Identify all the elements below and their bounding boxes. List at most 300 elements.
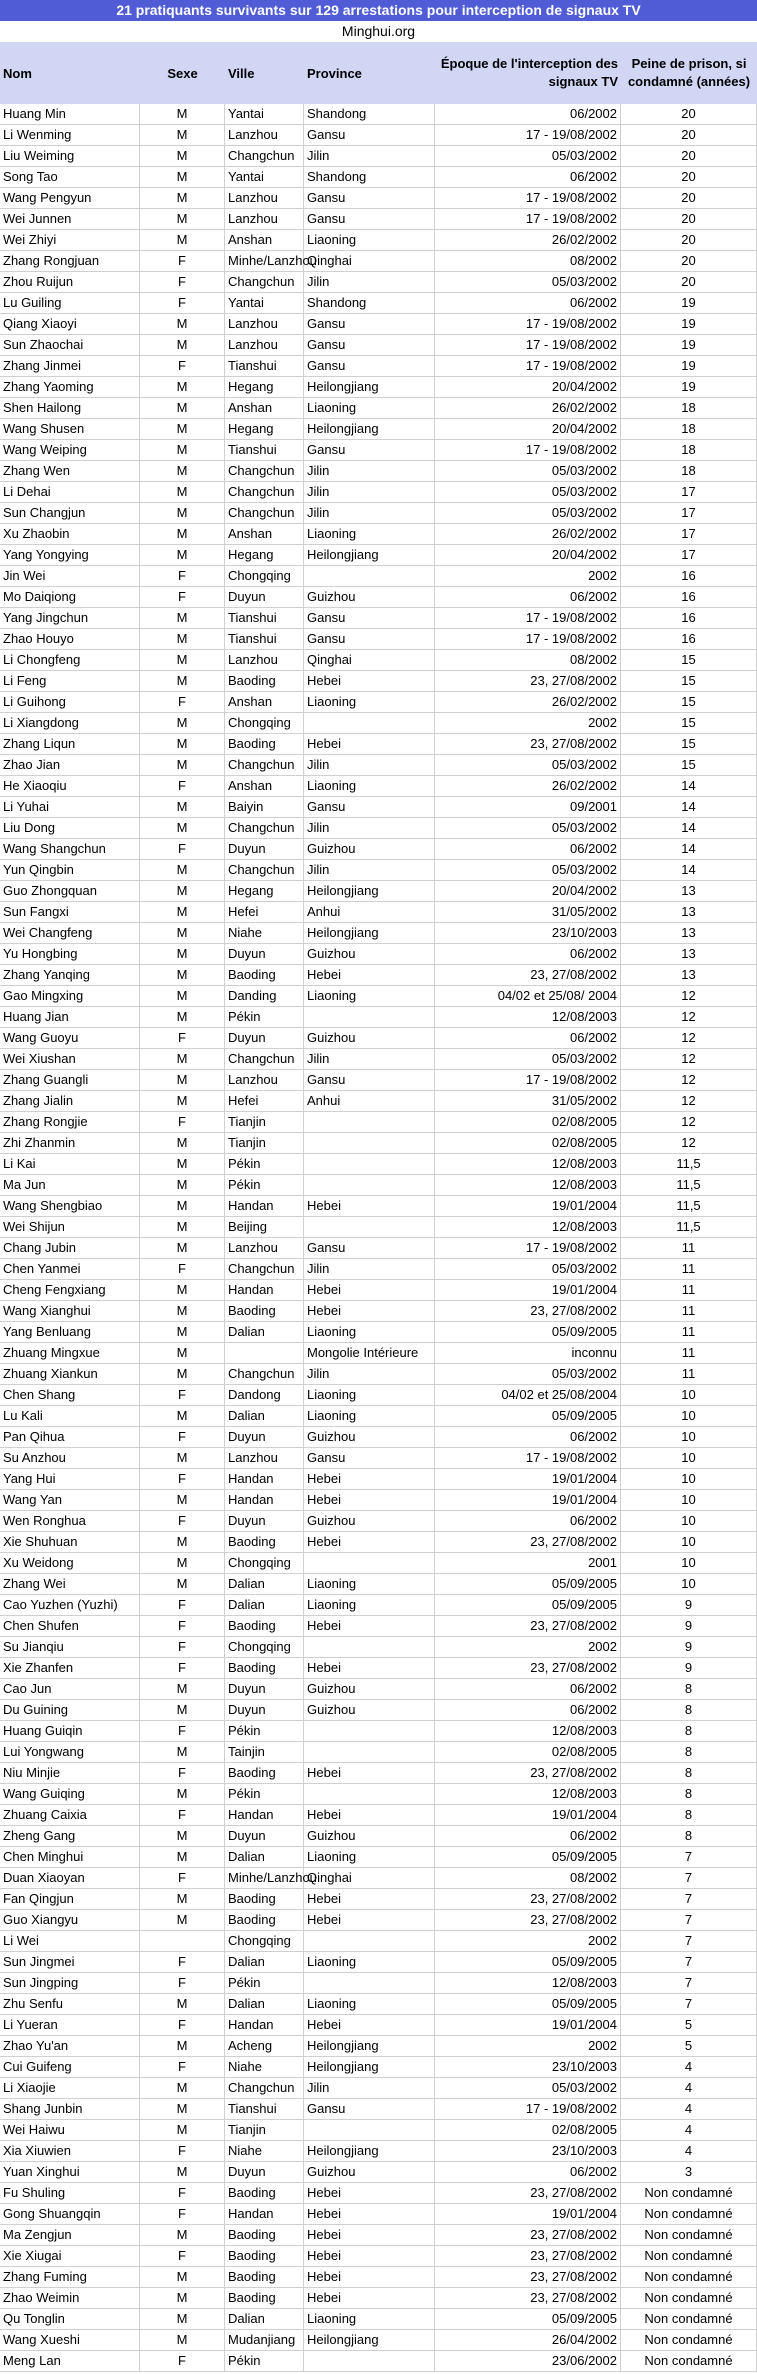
cell-prison: 12 bbox=[621, 1112, 757, 1133]
cell-prison: 11 bbox=[621, 1238, 757, 1259]
cell-sex: M bbox=[140, 1238, 225, 1259]
cell-prison: 11 bbox=[621, 1301, 757, 1322]
cell-city: Lanzhou bbox=[225, 1238, 304, 1259]
cell-city: Danding bbox=[225, 986, 304, 1007]
cell-name: Fan Qingjun bbox=[0, 1889, 140, 1910]
cell-province: Gansu bbox=[304, 335, 435, 356]
cell-sex: M bbox=[140, 1175, 225, 1196]
cell-city: Lanzhou bbox=[225, 125, 304, 146]
table-row bbox=[0, 2099, 757, 2120]
cell-prison: 8 bbox=[621, 1826, 757, 1847]
cell-province: Guizhou bbox=[304, 1679, 435, 1700]
cell-city: Changchun bbox=[225, 503, 304, 524]
cell-province: Heilongjiang bbox=[304, 2057, 435, 2078]
cell-prison: 10 bbox=[621, 1553, 757, 1574]
cell-prison: 20 bbox=[621, 188, 757, 209]
cell-name: Chen Shang bbox=[0, 1385, 140, 1406]
cell-name: Lu Kali bbox=[0, 1406, 140, 1427]
cell-name: Wang Pengyun bbox=[0, 188, 140, 209]
cell-prison: 20 bbox=[621, 209, 757, 230]
cell-prison: 18 bbox=[621, 419, 757, 440]
table-row bbox=[0, 1490, 757, 1511]
cell-period: 17 - 19/08/2002 bbox=[435, 1448, 621, 1469]
cell-prison: Non condamné bbox=[621, 2351, 757, 2372]
cell-province: Guizhou bbox=[304, 944, 435, 965]
cell-sex: F bbox=[140, 1658, 225, 1679]
cell-prison: 12 bbox=[621, 1070, 757, 1091]
cell-period: 05/03/2002 bbox=[435, 146, 621, 167]
cell-city: Baoding bbox=[225, 2225, 304, 2246]
cell-province: Jilin bbox=[304, 482, 435, 503]
cell-name: Li Yueran bbox=[0, 2015, 140, 2036]
cell-province: Hebei bbox=[304, 2267, 435, 2288]
cell-sex: M bbox=[140, 335, 225, 356]
cell-name: Li Dehai bbox=[0, 482, 140, 503]
table-row bbox=[0, 188, 757, 209]
cell-name: Zhu Senfu bbox=[0, 1994, 140, 2015]
cell-period: 12/08/2003 bbox=[435, 1175, 621, 1196]
cell-province: Hebei bbox=[304, 2288, 435, 2309]
cell-province: Heilongjiang bbox=[304, 2330, 435, 2351]
table-row bbox=[0, 2141, 757, 2162]
cell-city: Pékin bbox=[225, 2351, 304, 2372]
cell-city: Yantai bbox=[225, 293, 304, 314]
cell-prison: 10 bbox=[621, 1385, 757, 1406]
cell-province bbox=[304, 2120, 435, 2141]
cell-period: 12/08/2003 bbox=[435, 1154, 621, 1175]
cell-prison: Non condamné bbox=[621, 2246, 757, 2267]
cell-period: 17 - 19/08/2002 bbox=[435, 125, 621, 146]
cell-name: Zhi Zhanmin bbox=[0, 1133, 140, 1154]
cell-name: Zhuang Caixia bbox=[0, 1805, 140, 1826]
cell-city: Handan bbox=[225, 1469, 304, 1490]
table-row bbox=[0, 2267, 757, 2288]
cell-sex: M bbox=[140, 797, 225, 818]
cell-period: 17 - 19/08/2002 bbox=[435, 356, 621, 377]
cell-prison: Non condamné bbox=[621, 2225, 757, 2246]
cell-name: Huang Jian bbox=[0, 1007, 140, 1028]
table-row bbox=[0, 797, 757, 818]
cell-period: 23, 27/08/2002 bbox=[435, 1658, 621, 1679]
table-row bbox=[0, 1994, 757, 2015]
cell-name: Cui Guifeng bbox=[0, 2057, 140, 2078]
cell-prison: 11,5 bbox=[621, 1175, 757, 1196]
cell-sex: M bbox=[140, 671, 225, 692]
table-row bbox=[0, 881, 757, 902]
cell-prison: Non condamné bbox=[621, 2288, 757, 2309]
cell-name: Niu Minjie bbox=[0, 1763, 140, 1784]
cell-province: Heilongjiang bbox=[304, 377, 435, 398]
cell-sex: F bbox=[140, 1595, 225, 1616]
cell-prison: 20 bbox=[621, 167, 757, 188]
cell-period: 02/08/2005 bbox=[435, 1742, 621, 1763]
cell-city: Yantai bbox=[225, 104, 304, 125]
cell-prison: 15 bbox=[621, 692, 757, 713]
cell-province: Jilin bbox=[304, 272, 435, 293]
cell-sex: M bbox=[140, 1154, 225, 1175]
table-row bbox=[0, 272, 757, 293]
cell-city: Lanzhou bbox=[225, 1070, 304, 1091]
cell-province bbox=[304, 1175, 435, 1196]
cell-period: 17 - 19/08/2002 bbox=[435, 629, 621, 650]
cell-prison: Non condamné bbox=[621, 2309, 757, 2330]
cell-prison: 12 bbox=[621, 1007, 757, 1028]
header-name: Nom bbox=[3, 65, 32, 81]
cell-province: Hebei bbox=[304, 965, 435, 986]
table-row bbox=[0, 1742, 757, 1763]
cell-city: Dalian bbox=[225, 1952, 304, 1973]
cell-prison: Non condamné bbox=[621, 2330, 757, 2351]
cell-name: Li Yuhai bbox=[0, 797, 140, 818]
cell-period: 20/04/2002 bbox=[435, 881, 621, 902]
cell-name: Wang Yan bbox=[0, 1490, 140, 1511]
cell-prison: 11 bbox=[621, 1364, 757, 1385]
cell-period: 02/08/2005 bbox=[435, 2120, 621, 2141]
cell-name: Wei Shijun bbox=[0, 1217, 140, 1238]
cell-sex: M bbox=[140, 2036, 225, 2057]
table-row bbox=[0, 1469, 757, 1490]
cell-city: Hegang bbox=[225, 419, 304, 440]
cell-name: Chen Minghui bbox=[0, 1847, 140, 1868]
cell-prison: 20 bbox=[621, 251, 757, 272]
cell-province: Gansu bbox=[304, 797, 435, 818]
cell-prison: 13 bbox=[621, 923, 757, 944]
cell-sex: F bbox=[140, 2015, 225, 2036]
table-row bbox=[0, 2078, 757, 2099]
table-row bbox=[0, 104, 757, 125]
cell-period: 06/2002 bbox=[435, 1427, 621, 1448]
cell-period: 05/09/2005 bbox=[435, 1595, 621, 1616]
cell-period: 2002 bbox=[435, 1931, 621, 1952]
cell-sex: M bbox=[140, 1448, 225, 1469]
cell-prison: 10 bbox=[621, 1448, 757, 1469]
cell-prison: 4 bbox=[621, 2120, 757, 2141]
cell-city: Lanzhou bbox=[225, 1448, 304, 1469]
cell-name: He Xiaoqiu bbox=[0, 776, 140, 797]
cell-city: Minhe/Lanzhou bbox=[225, 251, 304, 272]
cell-province: Hebei bbox=[304, 671, 435, 692]
table-row bbox=[0, 671, 757, 692]
table-row bbox=[0, 356, 757, 377]
table-row bbox=[0, 1448, 757, 1469]
cell-period: 06/2002 bbox=[435, 944, 621, 965]
cell-sex: F bbox=[140, 2057, 225, 2078]
cell-province: Guizhou bbox=[304, 1826, 435, 1847]
cell-period: 2002 bbox=[435, 713, 621, 734]
cell-name: Qu Tonglin bbox=[0, 2309, 140, 2330]
cell-name: Huang Min bbox=[0, 104, 140, 125]
cell-period: 08/2002 bbox=[435, 1868, 621, 1889]
cell-name: Xie Shuhuan bbox=[0, 1532, 140, 1553]
cell-name: Xu Weidong bbox=[0, 1553, 140, 1574]
cell-sex: M bbox=[140, 1280, 225, 1301]
cell-city: Pékin bbox=[225, 1721, 304, 1742]
cell-prison: 18 bbox=[621, 398, 757, 419]
cell-name: Qiang Xiaoyi bbox=[0, 314, 140, 335]
cell-sex: M bbox=[140, 2120, 225, 2141]
cell-city: Beijing bbox=[225, 1217, 304, 1238]
cell-sex: M bbox=[140, 503, 225, 524]
cell-province: Hebei bbox=[304, 1658, 435, 1679]
table-row bbox=[0, 1658, 757, 1679]
table-row bbox=[0, 1070, 757, 1091]
cell-city: Baoding bbox=[225, 2288, 304, 2309]
table-row bbox=[0, 1910, 757, 1931]
cell-name: Cao Jun bbox=[0, 1679, 140, 1700]
cell-sex: M bbox=[140, 461, 225, 482]
cell-city: Changchun bbox=[225, 1364, 304, 1385]
cell-prison: 15 bbox=[621, 713, 757, 734]
cell-city: Chongqing bbox=[225, 566, 304, 587]
cell-period: 19/01/2004 bbox=[435, 1196, 621, 1217]
cell-prison: 17 bbox=[621, 482, 757, 503]
cell-city: Anshan bbox=[225, 692, 304, 713]
table-row bbox=[0, 251, 757, 272]
cell-prison: 10 bbox=[621, 1490, 757, 1511]
cell-sex: M bbox=[140, 524, 225, 545]
cell-period: 06/2002 bbox=[435, 1679, 621, 1700]
table-row bbox=[0, 1826, 757, 1847]
cell-province: Guizhou bbox=[304, 587, 435, 608]
cell-name: Zhuang Mingxue bbox=[0, 1343, 140, 1364]
cell-prison: 11 bbox=[621, 1322, 757, 1343]
cell-prison: 19 bbox=[621, 356, 757, 377]
cell-province bbox=[304, 1742, 435, 1763]
cell-name: Sun Fangxi bbox=[0, 902, 140, 923]
cell-city: Baoding bbox=[225, 2246, 304, 2267]
cell-name: Sun Jingmei bbox=[0, 1952, 140, 1973]
cell-period: 23, 27/08/2002 bbox=[435, 2183, 621, 2204]
cell-prison: 11,5 bbox=[621, 1217, 757, 1238]
cell-city: Lanzhou bbox=[225, 650, 304, 671]
cell-sex: F bbox=[140, 1616, 225, 1637]
table-row bbox=[0, 2057, 757, 2078]
cell-sex: F bbox=[140, 1973, 225, 1994]
cell-province: Jilin bbox=[304, 1364, 435, 1385]
cell-city: Chongqing bbox=[225, 1553, 304, 1574]
table-row bbox=[0, 1574, 757, 1595]
cell-province: Hebei bbox=[304, 2246, 435, 2267]
table-row bbox=[0, 1007, 757, 1028]
cell-name: Wei Haiwu bbox=[0, 2120, 140, 2141]
cell-period: 04/02 et 25/08/ 2004 bbox=[435, 986, 621, 1007]
cell-prison: 14 bbox=[621, 860, 757, 881]
cell-prison: 14 bbox=[621, 818, 757, 839]
cell-city: Changchun bbox=[225, 461, 304, 482]
cell-period: 23/06/2002 bbox=[435, 2351, 621, 2372]
table-row bbox=[0, 755, 757, 776]
cell-province: Qinghai bbox=[304, 251, 435, 272]
cell-sex: M bbox=[140, 1070, 225, 1091]
cell-province: Liaoning bbox=[304, 2309, 435, 2330]
table-row bbox=[0, 965, 757, 986]
table-row bbox=[0, 1196, 757, 1217]
cell-city: Dalian bbox=[225, 1847, 304, 1868]
cell-prison: 20 bbox=[621, 125, 757, 146]
cell-province: Liaoning bbox=[304, 1322, 435, 1343]
cell-city: Baoding bbox=[225, 1532, 304, 1553]
cell-period: 20/04/2002 bbox=[435, 377, 621, 398]
cell-city: Changchun bbox=[225, 818, 304, 839]
cell-period: 12/08/2003 bbox=[435, 1973, 621, 1994]
cell-city: Anshan bbox=[225, 398, 304, 419]
cell-city: Yantai bbox=[225, 167, 304, 188]
cell-prison: 8 bbox=[621, 1742, 757, 1763]
table-row bbox=[0, 146, 757, 167]
table-row bbox=[0, 1973, 757, 1994]
cell-prison: 17 bbox=[621, 503, 757, 524]
cell-province: Heilongjiang bbox=[304, 419, 435, 440]
cell-period: inconnu bbox=[435, 1343, 621, 1364]
cell-city: Changchun bbox=[225, 2078, 304, 2099]
cell-sex: M bbox=[140, 1910, 225, 1931]
cell-name: Li Wenming bbox=[0, 125, 140, 146]
cell-name: Song Tao bbox=[0, 167, 140, 188]
cell-city: Baoding bbox=[225, 1616, 304, 1637]
cell-province: Hebei bbox=[304, 1196, 435, 1217]
table-row bbox=[0, 2183, 757, 2204]
cell-city: Tianjin bbox=[225, 1133, 304, 1154]
cell-province: Liaoning bbox=[304, 398, 435, 419]
cell-name: Zheng Gang bbox=[0, 1826, 140, 1847]
cell-sex: F bbox=[140, 2204, 225, 2225]
cell-prison: 8 bbox=[621, 1784, 757, 1805]
cell-city: Baiyin bbox=[225, 797, 304, 818]
cell-name: Zhang Wei bbox=[0, 1574, 140, 1595]
cell-sex: M bbox=[140, 986, 225, 1007]
cell-period: 17 - 19/08/2002 bbox=[435, 335, 621, 356]
cell-period: 05/09/2005 bbox=[435, 1952, 621, 1973]
cell-period: 17 - 19/08/2002 bbox=[435, 1238, 621, 1259]
cell-name: Zhao Yu'an bbox=[0, 2036, 140, 2057]
cell-period: 26/02/2002 bbox=[435, 776, 621, 797]
cell-city: Hegang bbox=[225, 545, 304, 566]
cell-name: Su Anzhou bbox=[0, 1448, 140, 1469]
cell-sex: F bbox=[140, 2141, 225, 2162]
cell-province: Guizhou bbox=[304, 1511, 435, 1532]
table-row bbox=[0, 2309, 757, 2330]
cell-name: Wei Changfeng bbox=[0, 923, 140, 944]
cell-name: Huang Guiqin bbox=[0, 1721, 140, 1742]
cell-city: Duyun bbox=[225, 1511, 304, 1532]
cell-sex: F bbox=[140, 356, 225, 377]
cell-name: Wang Guoyu bbox=[0, 1028, 140, 1049]
cell-province: Liaoning bbox=[304, 1385, 435, 1406]
cell-city: Handan bbox=[225, 2015, 304, 2036]
cell-city: Baoding bbox=[225, 1910, 304, 1931]
table-row bbox=[0, 1532, 757, 1553]
cell-period: 06/2002 bbox=[435, 104, 621, 125]
cell-period: 09/2001 bbox=[435, 797, 621, 818]
table-row bbox=[0, 839, 757, 860]
table-row bbox=[0, 1301, 757, 1322]
cell-sex: M bbox=[140, 209, 225, 230]
cell-name: Shen Hailong bbox=[0, 398, 140, 419]
table-row bbox=[0, 2204, 757, 2225]
cell-city: Baoding bbox=[225, 671, 304, 692]
cell-province: Hebei bbox=[304, 1889, 435, 1910]
cell-province bbox=[304, 1784, 435, 1805]
cell-prison: 11 bbox=[621, 1343, 757, 1364]
cell-name: Sun Changjun bbox=[0, 503, 140, 524]
cell-name: Mo Daiqiong bbox=[0, 587, 140, 608]
cell-province bbox=[304, 1931, 435, 1952]
cell-province: Qinghai bbox=[304, 1868, 435, 1889]
cell-prison: 16 bbox=[621, 629, 757, 650]
cell-city: Dalian bbox=[225, 1322, 304, 1343]
cell-province: Guizhou bbox=[304, 1028, 435, 1049]
cell-name: Gao Mingxing bbox=[0, 986, 140, 1007]
cell-sex: M bbox=[140, 1700, 225, 1721]
cell-sex: M bbox=[140, 902, 225, 923]
table-row bbox=[0, 776, 757, 797]
cell-period: 31/05/2002 bbox=[435, 902, 621, 923]
cell-prison: 10 bbox=[621, 1574, 757, 1595]
cell-sex: M bbox=[140, 146, 225, 167]
cell-prison: 15 bbox=[621, 650, 757, 671]
table-row bbox=[0, 461, 757, 482]
cell-period: 05/03/2002 bbox=[435, 860, 621, 881]
cell-period: 06/2002 bbox=[435, 293, 621, 314]
header-province: Province bbox=[307, 65, 362, 81]
cell-city: Niahe bbox=[225, 923, 304, 944]
table-row bbox=[0, 2015, 757, 2036]
cell-prison: 20 bbox=[621, 230, 757, 251]
table-row bbox=[0, 2120, 757, 2141]
cell-sex: F bbox=[140, 1259, 225, 1280]
cell-name: Zhang Jialin bbox=[0, 1091, 140, 1112]
source-label: Minghui.org bbox=[341, 23, 416, 39]
cell-prison: 15 bbox=[621, 755, 757, 776]
cell-prison: 18 bbox=[621, 461, 757, 482]
table-row bbox=[0, 1805, 757, 1826]
cell-prison: Non condamné bbox=[621, 2204, 757, 2225]
cell-period: 23/10/2003 bbox=[435, 923, 621, 944]
cell-city: Changchun bbox=[225, 755, 304, 776]
cell-prison: 12 bbox=[621, 986, 757, 1007]
cell-city: Pékin bbox=[225, 1784, 304, 1805]
cell-province bbox=[304, 1553, 435, 1574]
cell-period: 19/01/2004 bbox=[435, 2015, 621, 2036]
cell-name: Sun Jingping bbox=[0, 1973, 140, 1994]
cell-sex: M bbox=[140, 1742, 225, 1763]
cell-period: 23, 27/08/2002 bbox=[435, 2267, 621, 2288]
cell-prison: 20 bbox=[621, 146, 757, 167]
cell-prison: 9 bbox=[621, 1595, 757, 1616]
cell-name: Li Guihong bbox=[0, 692, 140, 713]
cell-prison: 7 bbox=[621, 1931, 757, 1952]
cell-city: Chongqing bbox=[225, 713, 304, 734]
cell-period: 06/2002 bbox=[435, 2162, 621, 2183]
cell-prison: 13 bbox=[621, 965, 757, 986]
cell-prison: 5 bbox=[621, 2036, 757, 2057]
cell-city: Lanzhou bbox=[225, 209, 304, 230]
cell-city: Hefei bbox=[225, 902, 304, 923]
cell-period: 06/2002 bbox=[435, 1511, 621, 1532]
cell-sex: F bbox=[140, 2351, 225, 2372]
cell-sex: M bbox=[140, 1784, 225, 1805]
cell-province: Qinghai bbox=[304, 650, 435, 671]
cell-province: Jilin bbox=[304, 146, 435, 167]
cell-sex: M bbox=[140, 1343, 225, 1364]
cell-name: Guo Xiangyu bbox=[0, 1910, 140, 1931]
cell-city: Tianshui bbox=[225, 440, 304, 461]
cell-name: Ma Jun bbox=[0, 1175, 140, 1196]
cell-province: Heilongjiang bbox=[304, 881, 435, 902]
cell-prison: 9 bbox=[621, 1616, 757, 1637]
table-row bbox=[0, 545, 757, 566]
table-row bbox=[0, 1847, 757, 1868]
